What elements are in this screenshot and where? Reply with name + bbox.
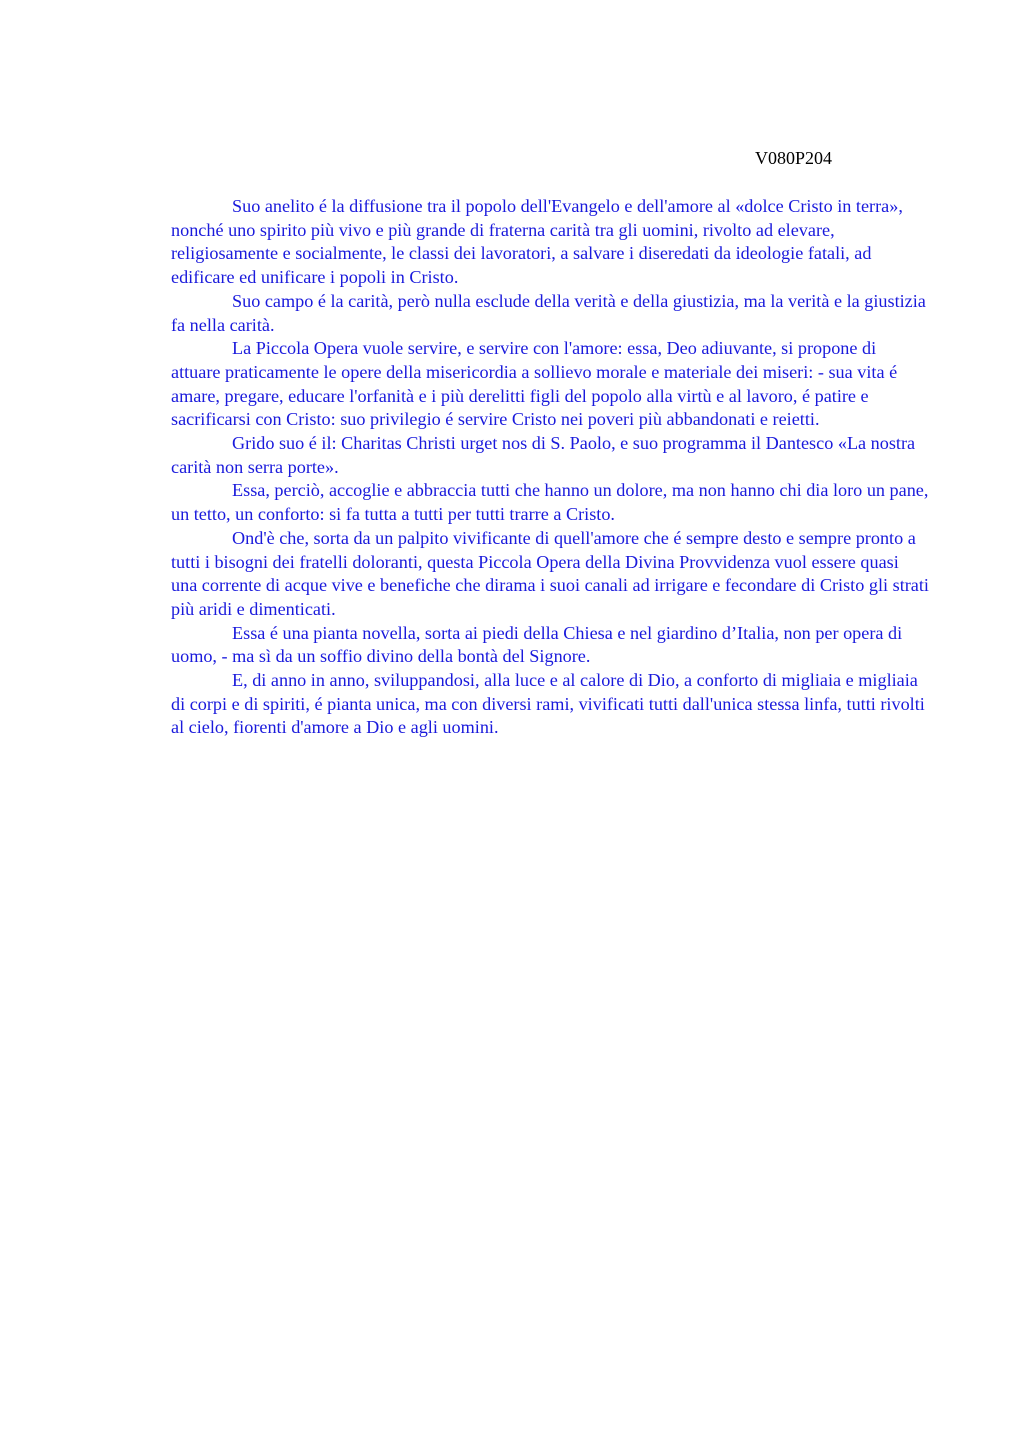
page-code: V080P204 bbox=[755, 148, 833, 168]
paragraph: La Piccola Opera vuole servire, e servire con l'amore: essa, Deo adiuvante, si propone di attuare praticamente le opere della misericordia a sollievo morale e materiale dei miseri: - sua vita é amare, pregare, educare l'orfanità e i più derelitti figli del popolo alla virtù e al lavoro, é patire e sacrificarsi con Cristo: suo privilegio é servire Cristo nei poveri più abbandonati e reietti. bbox=[171, 338, 898, 430]
paragraph: Suo campo é la carità, però nulla esclude della verità e della giustizia, ma la verità e la giustizia fa nella carità. bbox=[171, 290, 926, 335]
paragraph: Grido suo é il: Charitas Christi urget nos di S. Paolo, e suo programma il Dantesco «La nostra carità non serra porte». bbox=[171, 433, 916, 477]
paragraph: E, di anno in anno, sviluppandosi, alla luce e al calore di Dio, a conforto di migliaia e migliaia di corpi e di spiriti, é pianta unica, ma con diversi rami, vivificati tutti dall'unica stessa linfa, tutti rivolti al cielo, fiorenti d'amore a Dio e agli uomini. bbox=[171, 670, 925, 738]
paragraph: Essa, perciò, accoglie e abbraccia tutti che hanno un dolore, ma non hanno chi dia loro un pane, un tetto, un conforto: si fa tutta a tutti per tutti trarre a Cristo. bbox=[171, 480, 929, 525]
paragraph: Essa é una pianta novella, sorta ai piedi della Chiesa e nel giardino d’Italia, non per opera di uomo, - ma sì da un soffio divino della bontà del Signore. bbox=[171, 622, 903, 667]
paragraph: Suo anelito é la diffusione tra il popolo dell'Evangelo e dell'amore al «dolce Cristo in terra», nonché uno spirito più vivo e più grande di fraterna carità tra gli uomini, rivolto ad elevare, religiosamente e socialmente, le classi dei lavoratori, a salvare i diseredati da ideologie fatali, ad edificare ed unificare i popoli in Cristo. bbox=[171, 196, 903, 288]
paragraph: Ond'è che, sorta da un palpito vivificante di quell'amore che é sempre desto e sempre pronto a tutti i bisogni dei fratelli doloranti, questa Piccola Opera della Divina Provvidenza vuol essere quasi una corrente di acque vive e benefiche che dirama i suoi canali ad irrigare e fecondare di Cristo gli strati più aridi e dimenticati. bbox=[171, 527, 929, 619]
document-body bbox=[171, 195, 929, 740]
